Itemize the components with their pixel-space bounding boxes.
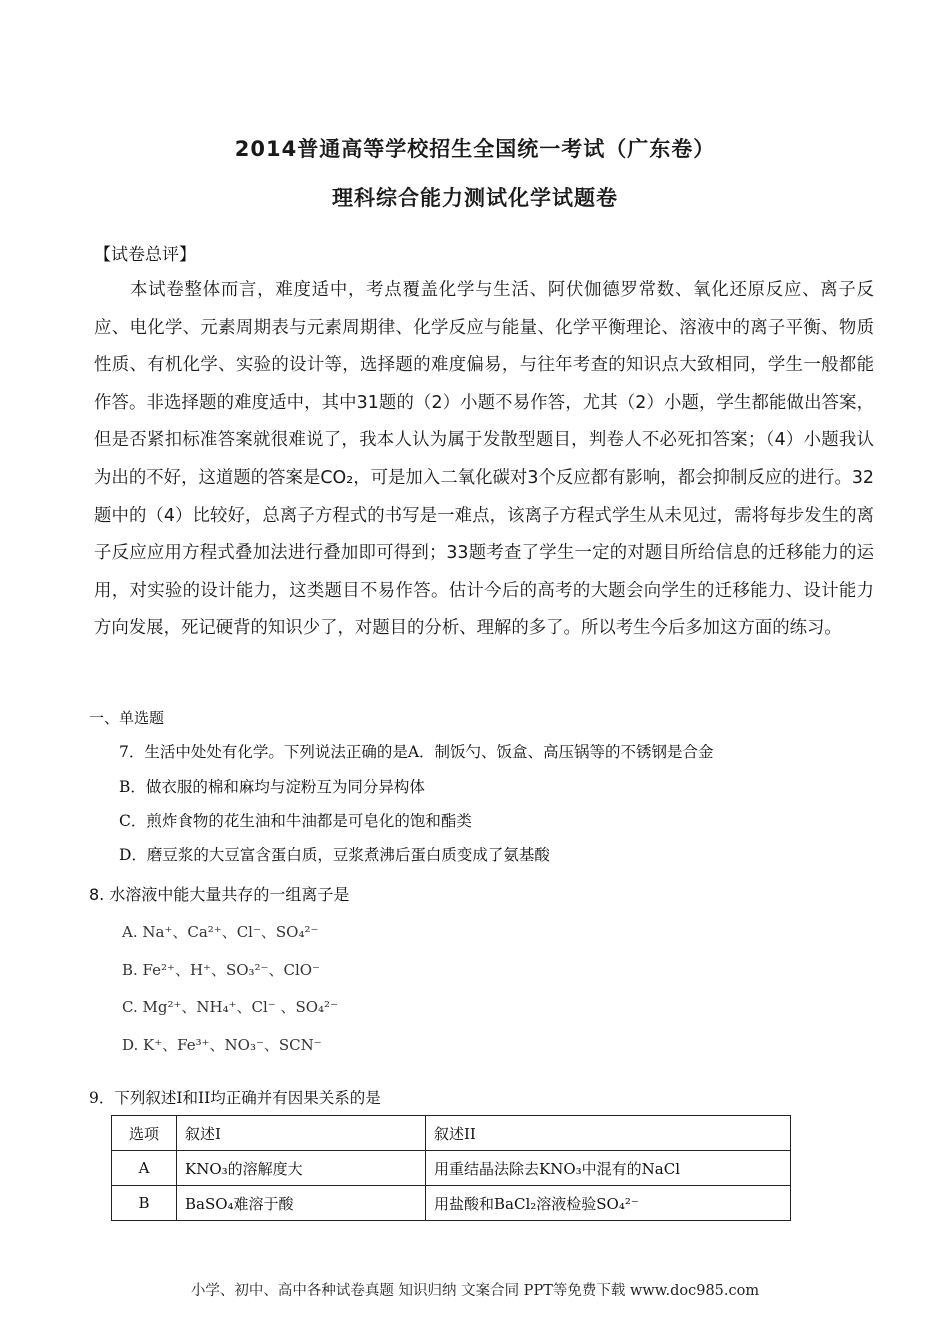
section-heading: 一、单选题 <box>89 709 165 727</box>
question-8-option-c: C. Mg²⁺、NH₄⁺、Cl⁻ 、SO₄²⁻ <box>122 998 338 1016</box>
question-8-option-d: D. K⁺、Fe³⁺、NO₃⁻、SCN⁻ <box>122 1036 322 1054</box>
table-header-cell: 叙述I <box>177 1116 426 1151</box>
table-cell: A <box>112 1151 177 1186</box>
question-8-stem: 8. 水溶液中能大量共存的一组离子是 <box>89 885 350 904</box>
question-7-option-d: D．磨豆浆的大豆富含蛋白质，豆浆煮沸后蛋白质变成了氨基酸 <box>119 846 550 864</box>
table-header-cell: 叙述II <box>426 1116 791 1151</box>
table-row <box>112 1186 791 1221</box>
question-7-option-b: B．做衣服的棉和麻均与淀粉互为同分异构体 <box>119 778 425 796</box>
table-cell: KNO₃的溶解度大 <box>177 1151 426 1186</box>
table-cell: 用盐酸和BaCl₂溶液检验SO₄²⁻ <box>426 1186 791 1221</box>
review-heading: 【试卷总评】 <box>94 245 196 265</box>
question-7-stem: 7．生活中处处有化学。下列说法正确的是A．制饭勺、饭盒、高压锅等的不锈钢是合金 <box>119 743 714 761</box>
question-8-option-a: A. Na⁺、Ca²⁺、Cl⁻、SO₄²⁻ <box>122 923 319 941</box>
question-9-stem: 9．下列叙述I和II均正确并有因果关系的是 <box>89 1089 381 1107</box>
question-8-option-b: B. Fe²⁺、H⁺、SO₃²⁻、ClO⁻ <box>122 961 320 979</box>
table-header-cell: 选项 <box>112 1116 177 1151</box>
review-paragraph: 本试卷整体而言，难度适中，考点覆盖化学与生活、阿伏伽德罗常数、氧化还原反应、离子反应、电化学、元素周期表与元素周期律、化学反应与能量、化学平衡理论、溶液中的离子平衡、物质性质、有机化学、实验的设计等，选择题的难度偏易，与往年考查的知识点大致相同，学生一般都能作答。非选择题的难度适中，其中31题的（2）小题不易作答，尤其（2）小题，学生都能做出答案，但是否紧扣标准答案就很难说了，我本人认为属于发散型题目，判卷人不必死扣答案；（4）小题我认为出的不好，这道题的答案是CO₂，可是加入二氧化碳对3个反应都有影响，都会抑制反应的进行。32题中的（4）比较好，总离子方程式的书写是一难点，该离子方程式学生从未见过，需将每步发生的离子反应应用方程式叠加法进行叠加即可得到；33题考查了学生一定的对题目所给信息的迁移能力的运用，对实验的设计能力，这类题目不易作答。估计今后的高考的大题会向学生的迁移能力、设计能力方向发展，死记硬背的知识少了，对题目的分析、理解的多了。所以考生今后多加这方面的练习。 <box>94 280 874 639</box>
page-footer: 小学、初中、高中各种试卷真题 知识归纳 文案合同 PPT等免费下载 www.doc985.com <box>190 1283 760 1299</box>
question-7-option-c: C．煎炸食物的花生油和牛油都是可皂化的饱和酯类 <box>119 812 472 830</box>
table-cell: B <box>112 1186 177 1221</box>
table-cell: BaSO₄难溶于酸 <box>177 1186 426 1221</box>
question-9-table <box>111 1115 791 1221</box>
table-cell: 用重结晶法除去KNO₃中混有的NaCl <box>426 1151 791 1186</box>
table-row <box>112 1151 791 1186</box>
table-header-row <box>112 1116 791 1151</box>
exam-title: 2014普通高等学校招生全国统一考试（广东卷） <box>234 137 716 161</box>
exam-subtitle: 理科综合能力测试化学试题卷 <box>332 186 618 210</box>
